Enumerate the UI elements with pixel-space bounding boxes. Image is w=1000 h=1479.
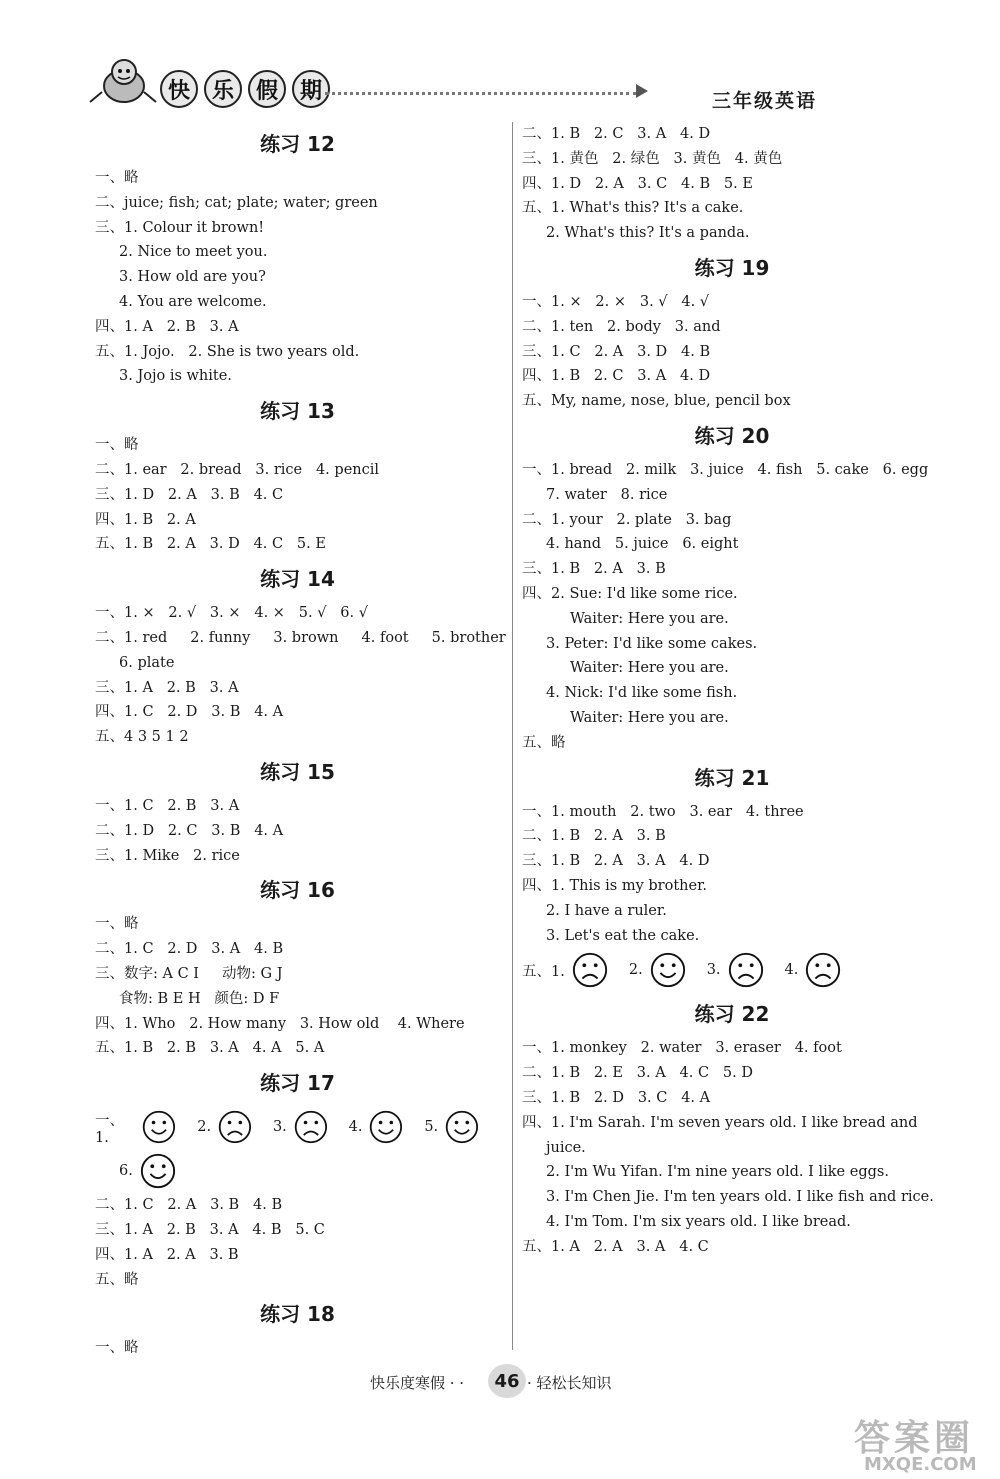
answer-number: 4.: [784, 962, 799, 979]
answer-line: 一、1. × 2. × 3. √ 4. √: [522, 293, 710, 310]
answer-line: 五、1. A 2. A 3. A 4. C: [522, 1238, 709, 1255]
answer-line: 三、1. B 2. A 3. B: [522, 561, 666, 578]
answer-line: 三、1. 黄色 2. 绿色 3. 黄色 4. 黄色: [522, 150, 783, 167]
answer-line: 3. Jojo is white.: [119, 368, 232, 385]
header-title: [160, 70, 330, 108]
answer-line: 四、1. A 2. A 3. B: [95, 1246, 239, 1263]
title-char: 期: [292, 70, 330, 108]
answer-number: 6.: [119, 1163, 133, 1180]
watermark-url: MXQE.COM: [864, 1454, 977, 1475]
answer-line: 一、略: [95, 916, 139, 933]
sad-face-icon: [727, 951, 765, 989]
answers-right-column: [522, 122, 942, 1259]
grade-subject-label: 三年级英语: [712, 90, 818, 112]
happy-face-icon: [368, 1108, 404, 1146]
answer-line: 四、1. This is my brother.: [522, 877, 708, 894]
answer-line: 二、1. your 2. plate 3. bag: [522, 511, 732, 528]
answer-line: 2. What's this? It's a panda.: [546, 225, 750, 242]
answer-line: 2. I'm Wu Yifan. I'm nine years old. I like eggs.: [546, 1164, 889, 1181]
sad-face-icon: [293, 1108, 329, 1146]
happy-face-icon: [444, 1108, 480, 1146]
answer-line: 五、1. Jojo. 2. She is two years old.: [95, 343, 360, 360]
answer-line: 二、1. B 2. E 3. A 4. C 5. D: [522, 1065, 753, 1082]
answer-line: 三、数字: A C I 动物: G J: [95, 965, 283, 982]
exercise-title: 练习 17: [260, 1071, 335, 1096]
answer-line: 一、略: [95, 170, 139, 186]
answer-line: 3. Let's eat the cake.: [546, 927, 700, 944]
answer-line: 一、1. C 2. B 3. A: [95, 797, 240, 814]
happy-face-icon: [139, 1152, 177, 1190]
exercise-title: 练习 13: [260, 399, 335, 424]
answer-line: 二、1. ear 2. bread 3. rice 4. pencil: [95, 461, 380, 478]
answer-line: 一、1. mouth 2. two 3. ear 4. three: [522, 803, 804, 820]
page-footer: [0, 1362, 1000, 1402]
answer-line: 4. You are welcome.: [119, 293, 267, 310]
face-answer-row: [95, 1105, 500, 1149]
answer-line: 三、1. Colour it brown!: [95, 219, 265, 236]
answer-line: 2. I have a ruler.: [546, 902, 667, 919]
answer-line: 6. plate: [119, 654, 175, 671]
exercise-title: 练习 22: [694, 1002, 770, 1027]
answer-line: 三、1. A 2. B 3. A 4. B 5. C: [95, 1221, 325, 1238]
answer-line: 3. How old are you?: [119, 269, 266, 286]
exercise-title: 练习 12: [260, 132, 335, 156]
face-answer-row: [522, 948, 942, 992]
footer-right-text: · 轻松长知识: [527, 1374, 612, 1392]
answer-line: 二、juice; fish; cat; plate; water; green: [95, 194, 378, 211]
answer-line: 五、1. What's this? It's a cake.: [522, 200, 744, 217]
answer-line: 三、1. A 2. B 3. A: [95, 679, 239, 696]
answer-line: 四、1. C 2. D 3. B 4. A: [95, 704, 284, 721]
answer-line: 五、略: [95, 1271, 139, 1288]
answer-line: Waiter: Here you are.: [570, 610, 729, 627]
answer-number: 3.: [706, 962, 721, 979]
happy-face-icon: [141, 1108, 177, 1146]
column-divider: [512, 122, 513, 1350]
answer-line: 3. Peter: I'd like some cakes.: [546, 635, 758, 652]
answer-line: 一、1. monkey 2. water 3. eraser 4. foot: [522, 1040, 842, 1057]
answer-number: 五、1.: [522, 963, 565, 980]
page-header: [0, 0, 1000, 125]
watermark-logo: [846, 1402, 996, 1478]
answer-line: 三、1. B 2. A 3. A 4. D: [522, 853, 710, 870]
answer-line: 二、1. C 2. D 3. A 4. B: [95, 941, 284, 958]
answer-line: 三、1. Mike 2. rice: [95, 847, 240, 864]
answer-line: 二、1. red 2. funny 3. brown 4. foot 5. brother: [95, 629, 506, 646]
answer-line: Waiter: Here you are.: [570, 660, 729, 677]
exercise-title: 练习 14: [260, 567, 335, 592]
title-char: 快: [160, 70, 198, 108]
answer-line: 三、1. D 2. A 3. B 4. C: [95, 486, 284, 503]
answer-line: 四、1. I'm Sarah. I'm seven years old. I like bread and: [522, 1114, 918, 1131]
answer-number: 2.: [628, 962, 643, 979]
page-number: 46: [488, 1364, 526, 1398]
footer-left-text: 快乐度寒假 · ·: [370, 1374, 465, 1392]
answer-number: 5.: [424, 1119, 439, 1136]
answer-line: 四、1. Who 2. How many 3. How old 4. Where: [95, 1015, 465, 1032]
answer-line: 五、4 3 5 1 2: [95, 729, 189, 746]
answer-line: Waiter: Here you are.: [570, 709, 729, 726]
answer-line: 二、1. D 2. C 3. B 4. A: [95, 822, 284, 839]
title-char: 假: [248, 70, 286, 108]
answers-left-column: [95, 122, 506, 1361]
exercise-title: 练习 19: [694, 255, 770, 280]
exercise-title: 练习 15: [260, 759, 335, 784]
answer-line: 五、略: [522, 734, 566, 751]
answer-line: 四、1. B 2. A: [95, 511, 196, 528]
answer-line: 三、1. B 2. D 3. C 4. A: [522, 1089, 711, 1106]
answer-number: 4.: [348, 1119, 363, 1136]
answer-line: 四、1. B 2. C 3. A 4. D: [522, 368, 711, 385]
arrow-right-icon: [636, 84, 648, 98]
answer-line: 4. Nick: I'd like some fish.: [546, 685, 738, 702]
answer-line: 一、1. × 2. √ 3. × 4. × 5. √ 6. √: [95, 605, 368, 622]
exercise-title: 练习 16: [260, 878, 335, 903]
answer-line: 五、1. B 2. A 3. D 4. C 5. E: [95, 536, 326, 553]
answer-line: 二、1. B 2. A 3. B: [522, 828, 666, 845]
happy-face-icon: [649, 951, 687, 989]
answer-line: 3. I'm Chen Jie. I'm ten years old. I like fish and rice.: [546, 1189, 934, 1206]
header-dotted-line: [325, 92, 637, 95]
answer-line: 四、1. D 2. A 3. C 4. B 5. E: [522, 175, 753, 192]
sad-face-icon: [217, 1108, 253, 1146]
answer-line: 2. Nice to meet you.: [119, 244, 268, 261]
answer-line: 7. water 8. rice: [546, 486, 668, 503]
answer-number: 3.: [272, 1119, 287, 1136]
mascot-icon: [88, 52, 158, 108]
answer-number: 一、1.: [95, 1112, 124, 1146]
face-answer-row: [95, 1149, 500, 1193]
answer-line: 4. hand 5. juice 6. eight: [546, 536, 739, 553]
answer-line: 二、1. B 2. C 3. A 4. D: [522, 126, 711, 142]
answer-number: 2.: [197, 1119, 212, 1136]
answer-line: 五、1. B 2. B 3. A 4. A 5. A: [95, 1040, 325, 1057]
answer-line: 一、1. bread 2. milk 3. juice 4. fish 5. cake 6. egg: [522, 461, 929, 478]
title-char: 乐: [204, 70, 242, 108]
exercise-title: 练习 18: [260, 1302, 335, 1327]
answer-line: 一、略: [95, 437, 139, 454]
answer-line: juice.: [546, 1139, 586, 1156]
exercise-title: 练习 21: [694, 765, 770, 790]
answer-line: 四、2. Sue: I'd like some rice.: [522, 585, 738, 602]
sad-face-icon: [804, 951, 842, 989]
answer-line: 4. I'm Tom. I'm six years old. I like bread.: [546, 1213, 851, 1230]
answer-line: 二、1. C 2. A 3. B 4. B: [95, 1197, 283, 1214]
answer-line: 三、1. C 2. A 3. D 4. B: [522, 343, 711, 360]
answer-line: 五、My, name, nose, blue, pencil box: [522, 393, 791, 410]
watermark-text: 答案圈: [854, 1418, 975, 1459]
answer-line: 一、略: [95, 1340, 139, 1357]
answer-line: 食物: B E H 颜色: D F: [119, 990, 280, 1007]
answer-line: 二、1. ten 2. body 3. and: [522, 318, 721, 335]
answer-line: 四、1. A 2. B 3. A: [95, 318, 239, 335]
exercise-title: 练习 20: [694, 423, 770, 448]
sad-face-icon: [571, 951, 609, 989]
